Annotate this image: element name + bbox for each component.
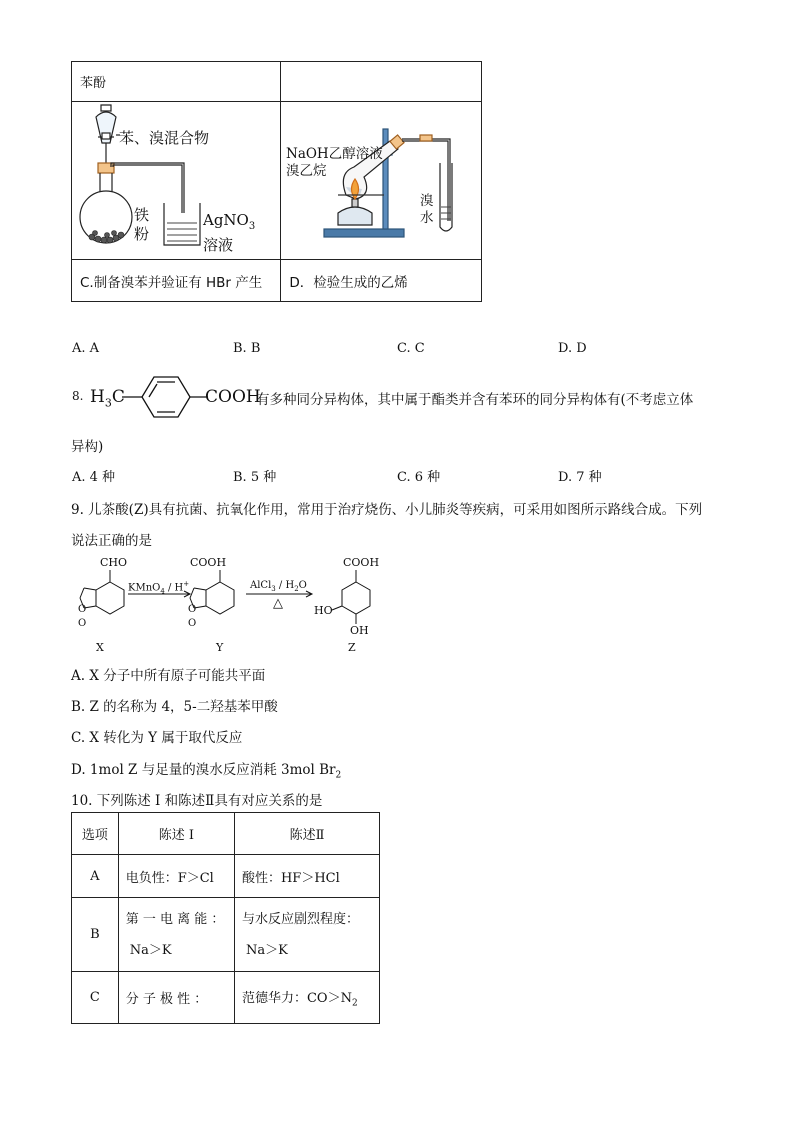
label-naoh-group xyxy=(286,146,383,180)
q8-formula-right: COOH xyxy=(205,387,261,407)
q9-stem-line1: 9. 儿茶酸(Z)具有抗菌、抗氧化作用，常用于治疗烧伤、小儿肺炎等疾病，可采用如图所示路线合成。下列 xyxy=(71,502,703,518)
header-cell-left xyxy=(72,62,281,102)
q8-h-sub: 3 xyxy=(104,396,112,410)
label-iron-2: 粉 xyxy=(134,225,150,243)
reagent2-mid: / H xyxy=(275,580,295,591)
caption-d-cell xyxy=(281,260,482,302)
q7-option-b: B. B xyxy=(233,341,261,356)
q8-c: C xyxy=(111,387,125,407)
q9-option-d-text: D. 1mol Z 与足量的溴水反应消耗 3mol Br xyxy=(71,762,336,778)
q9-option-d-sub: 2 xyxy=(335,770,342,781)
label-y: Y xyxy=(216,641,224,654)
header-left-text: 苯酚 xyxy=(80,76,107,91)
x-ring-o2: O xyxy=(78,618,87,629)
q10-table xyxy=(71,812,380,1024)
y-ring-o2: O xyxy=(188,618,197,629)
label-naoh: NaOH乙醇溶液 xyxy=(286,146,383,162)
label-bromine-water xyxy=(420,193,434,227)
q8-option-a: A. 4 种 xyxy=(72,470,116,485)
reagent1-sub: 4 xyxy=(160,587,165,596)
q10-b-s1-line2: Na＞K xyxy=(129,942,172,958)
z-oh: OH xyxy=(350,624,369,637)
reagent-1 xyxy=(128,580,189,595)
q8-benzene-ring xyxy=(118,374,210,420)
agno3-solution: 溶液 xyxy=(203,236,234,254)
q10-b-s1-line1: 第 一 电 离 能 ： xyxy=(125,911,225,927)
q10-c-option: C xyxy=(72,972,119,1024)
caption-c: C.制备溴苯并验证有 HBr 产生 xyxy=(80,274,263,291)
label-iron-1: 铁 xyxy=(134,206,150,224)
q9-option-c: C. X 转化为 Y 属于取代反应 xyxy=(71,730,243,746)
q10-c-s2-sub: 2 xyxy=(351,998,358,1009)
q10-b-statement2 xyxy=(234,898,379,972)
reagent-2 xyxy=(250,580,307,593)
q10-b-statement1 xyxy=(118,898,234,972)
reagent2-sub: 3 xyxy=(271,585,276,593)
q8-number: 8. xyxy=(72,389,84,403)
heat-symbol: △ xyxy=(273,596,283,611)
q10-header-option: 选项 xyxy=(72,813,119,855)
q8-option-c: C. 6 种 xyxy=(397,470,441,485)
header-cell-right xyxy=(281,62,482,102)
q10-c-s2-text: 范德华力：CO＞N xyxy=(241,990,352,1006)
q10-b-s2-line2: Na＞K xyxy=(245,942,288,958)
q10-a-statement2: 酸性：HF＞HCl xyxy=(234,855,379,898)
agno3-text: AgNO xyxy=(203,211,249,229)
q9-option-b: B. Z 的名称为 4，5-二羟基苯甲酸 xyxy=(71,699,278,715)
label-bromine-water-1: 溴 xyxy=(420,193,434,209)
q7-option-c: C. C xyxy=(397,341,425,356)
caption-d: D．检验生成的乙烯 xyxy=(289,274,408,291)
q10-c-statement1: 分 子 极 性 ： xyxy=(118,972,234,1024)
q10-a-option: A xyxy=(72,855,119,898)
q7-option-a: A. A xyxy=(72,341,100,356)
q8-text-line1: 有多种同分异构体，其中属于酯类并含有苯环的同分异构体有(不考虑立体 xyxy=(256,392,694,408)
reagent1-a: KMnO xyxy=(128,582,161,594)
label-z: Z xyxy=(348,641,356,654)
q7-option-d: D. D xyxy=(558,341,587,356)
apparatus-d-drawing xyxy=(280,103,480,258)
y-group: COOH xyxy=(190,556,227,569)
reagent1-tail: / H xyxy=(164,582,184,594)
q10-header-statement1: 陈述 I xyxy=(118,813,234,855)
q8-text-line2: 异构) xyxy=(71,439,104,455)
label-benzene-bromine: 苯、溴混合物 xyxy=(119,129,210,147)
q10-b-s2-line1: 与水反应剧烈程度： xyxy=(241,911,359,927)
label-iron-powder xyxy=(134,206,149,244)
z-group: COOH xyxy=(343,556,380,569)
q9-option-d xyxy=(71,758,341,781)
q9-option-a: A. X 分子中所有原子可能共平面 xyxy=(71,668,266,684)
label-bromine-water-2: 水 xyxy=(420,210,434,226)
reagent2-sub2: 2 xyxy=(294,585,299,593)
q8-h: H xyxy=(90,387,105,407)
agno3-sub: 3 xyxy=(248,221,256,232)
q9-stem-line2: 说法正确的是 xyxy=(71,533,152,549)
reagent1-sup: + xyxy=(183,580,190,588)
z-ho: HO xyxy=(314,604,333,617)
q10-c-statement2 xyxy=(234,972,379,1024)
q10-header-statement2: 陈述Ⅱ xyxy=(234,813,379,855)
label-bromoethane: 溴乙烷 xyxy=(286,163,327,179)
x-group: CHO xyxy=(100,556,128,569)
label-x: X xyxy=(96,641,104,654)
caption-c-cell xyxy=(72,260,281,302)
q10-stem: 10. 下列陈述 I 和陈述Ⅱ具有对应关系的是 xyxy=(71,793,323,809)
reagent2-tail: O xyxy=(298,580,307,591)
q10-a-statement1: 电负性：F＞Cl xyxy=(118,855,234,898)
reagent2-a: AlCl xyxy=(250,580,272,591)
q8-option-b: B. 5 种 xyxy=(233,470,277,485)
x-ring-o1: O xyxy=(78,604,87,615)
q10-b-option: B xyxy=(72,898,119,972)
y-ring-o1: O xyxy=(188,604,197,615)
q8-option-d: D. 7 种 xyxy=(558,470,602,485)
label-agno3 xyxy=(203,211,255,255)
